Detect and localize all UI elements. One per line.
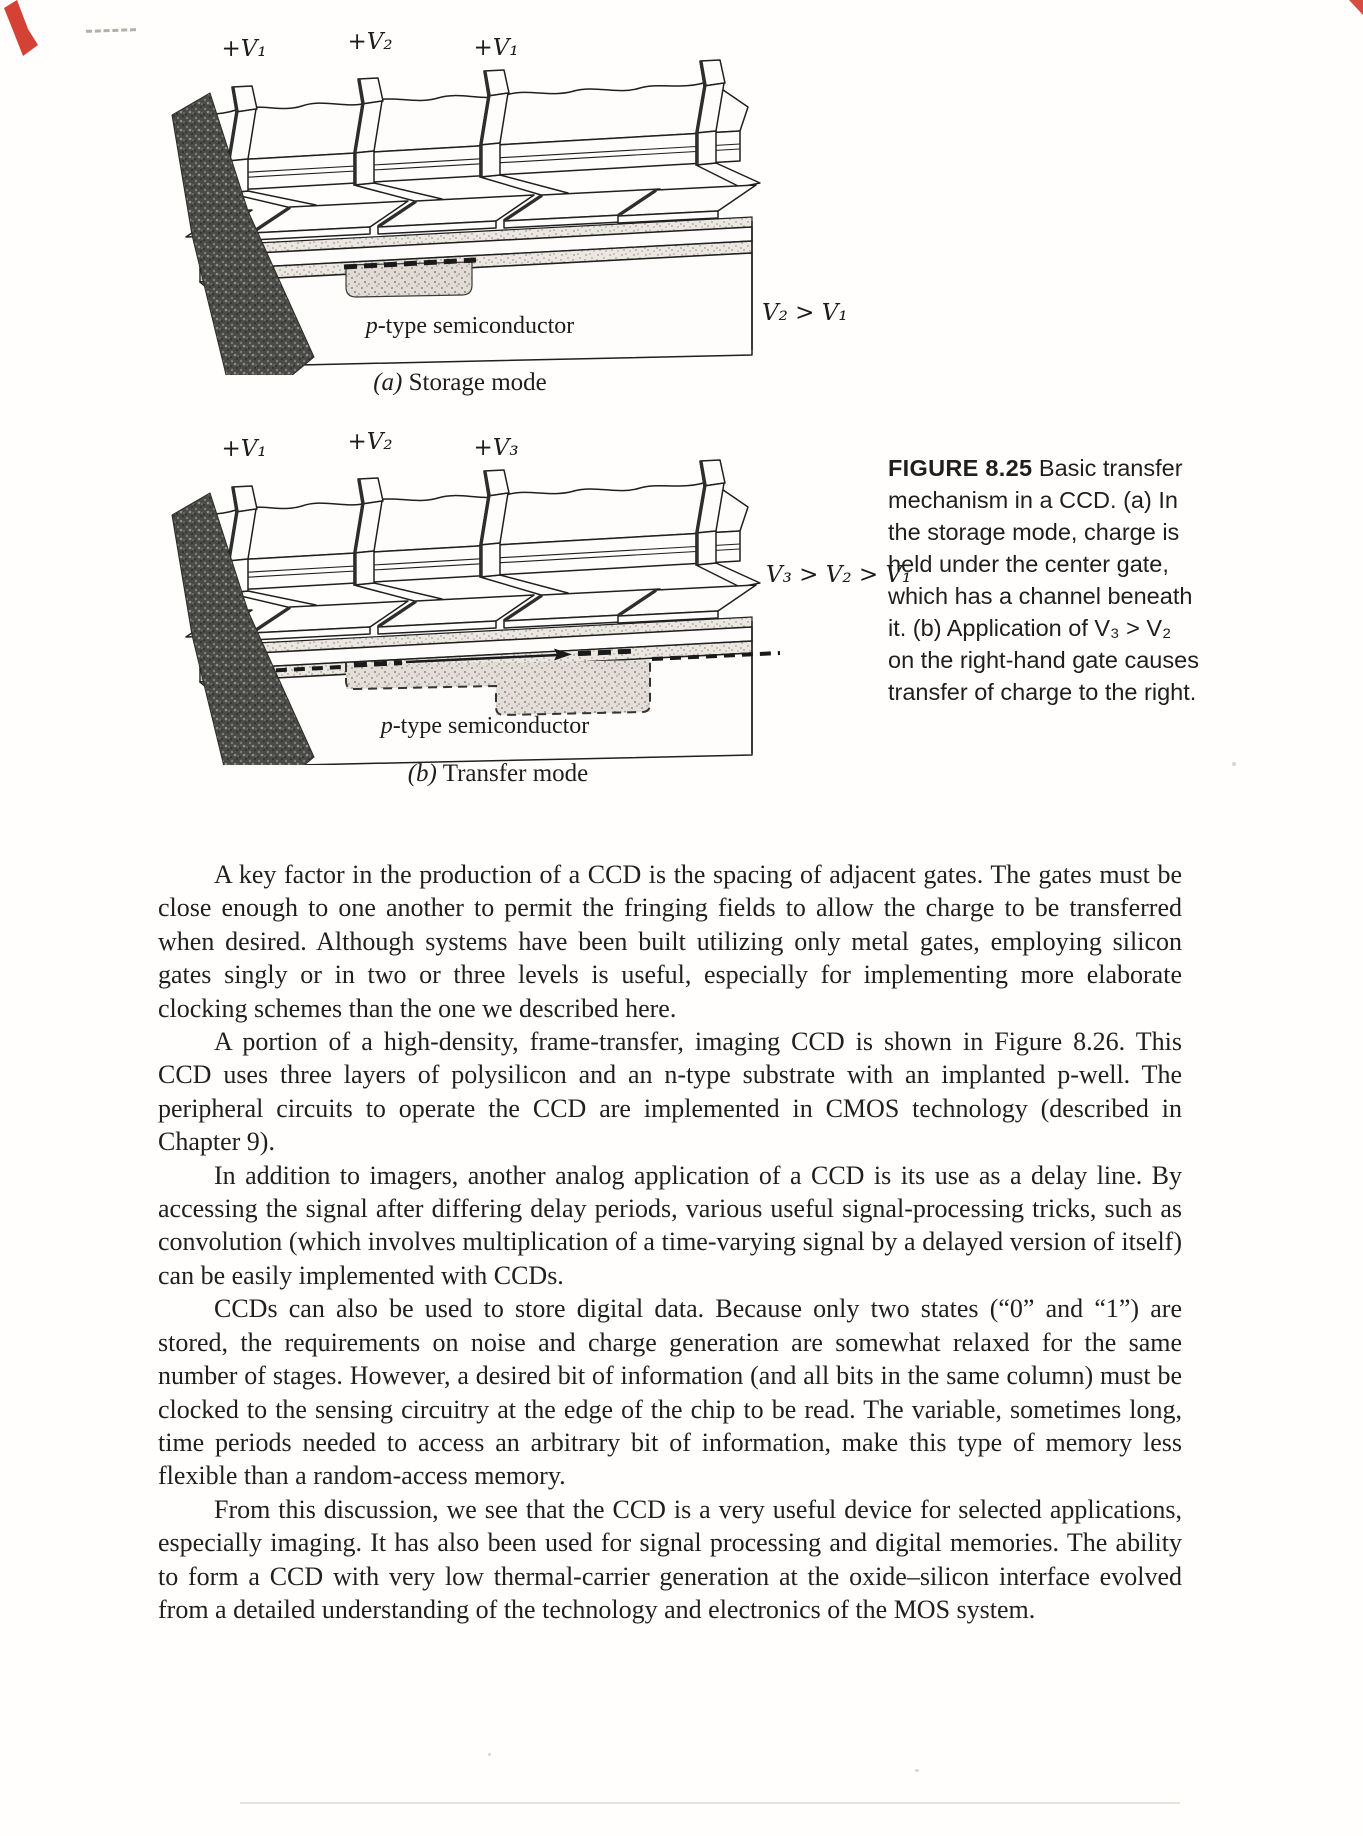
figure-a-storage-mode-diagram [140, 25, 860, 375]
voltage-condition-label: V₂ > V₁ [762, 300, 848, 326]
figure-b-subcaption [178, 760, 818, 788]
gate-voltage-label-3: +V₁ [473, 35, 519, 61]
paragraph-digital-data: CCDs can also be used to store digital data. Because only two states (“0” and “1”) are stored, the requirements on noise and charge generation are somewhat relaxed for the same number of stages. However, a desired bit of information (and all bits in the same column) must be clocked to the sensing circuitry at the edge of the chip to be read. The variable, sometimes long, time periods needed to access an arbitrary bit of information, make this type of memory less flexible than a random-access memory. [158, 1294, 1182, 1491]
gate-voltage-label-1: +V₁ [221, 36, 267, 62]
paragraph-gate-spacing: A key factor in the production of a CCD is the spacing of adjacent gates. The gates must be close enough to one another to permit the fringing fields to allow the charge to be transferred when desired. Although systems have been built utilizing only metal gates, employing silicon gates singly or in two or three levels is useful, especially for implementing more elaborate clocking schemes than the one we described here. [158, 860, 1182, 1023]
paragraph-imaging-ccd: A portion of a high-density, frame-transfer, imaging CCD is shown in Figure 8.26. This CCD uses three layers of polysilicon and an n-type substrate with an implanted p-well. The peripheral circuits to operate the CCD are implemented in CMOS technology (described in Chapter 9). [158, 1027, 1182, 1157]
figure-number-label: FIGURE 8.25 [888, 455, 1033, 481]
paragraph-conclusion: From this discussion, we see that the CCD is a very useful device for selected applications, especially imaging. It has also been used for signal processing and digital memories. The ability to form a CCD with very low thermal-carrier generation at the oxide–silicon interface evolved from a detailed understanding of the technology and electronics of the MOS system. [158, 1494, 1182, 1624]
scan-speck [488, 1753, 491, 1756]
gate-voltage-label-2: +V₂ [347, 429, 393, 455]
red-scan-mark-top-right [1349, 0, 1363, 16]
figure-caption-text: Basic transfer mechanism in a CCD. (a) In the storage mode, charge is held under the center gate, which has a channel beneath it. (b) Application of V₃ > V₂ on the right-hand gate causes transfer of charge to the right. [888, 455, 1199, 705]
pencil-scan-artifact [86, 28, 136, 33]
paragraph-delay-line: In addition to imagers, another analog application of a CCD is its use as a delay line. By accessing the signal after differing delay periods, various useful signal-processing tricks, such as convolution (which involves multiplication of a time-varying signal by a delayed version of itself) can be easily implemented with CCDs. [158, 1160, 1182, 1290]
voltage-condition-label: V₃ > V₂ > V₁ [766, 562, 912, 588]
gate-voltage-label-3: +V₃ [473, 435, 519, 461]
stored-charge-pocket [344, 260, 476, 297]
substrate-label: p-type semiconductor [365, 313, 575, 339]
scan-speck [915, 1769, 919, 1772]
figure-a-mode-label: Storage mode [408, 369, 547, 396]
figure-b-letter: (b) [407, 760, 437, 787]
scan-streak [240, 1802, 1180, 1804]
substrate-label: p-type semiconductor [380, 713, 590, 739]
gate-voltage-label-1: +V₁ [221, 436, 267, 462]
scan-speck [1232, 762, 1236, 766]
figure-b-mode-label: Transfer mode [442, 760, 589, 787]
figure-a-letter: (a) [373, 369, 403, 396]
body-text-column [158, 858, 1182, 1626]
figure-caption-block [888, 452, 1202, 708]
gate-voltage-label-2: +V₂ [347, 29, 393, 55]
figure-a-subcaption [140, 369, 780, 397]
figure-b-transfer-mode-diagram [140, 425, 940, 765]
red-scan-mark-top-left [2, 0, 42, 58]
